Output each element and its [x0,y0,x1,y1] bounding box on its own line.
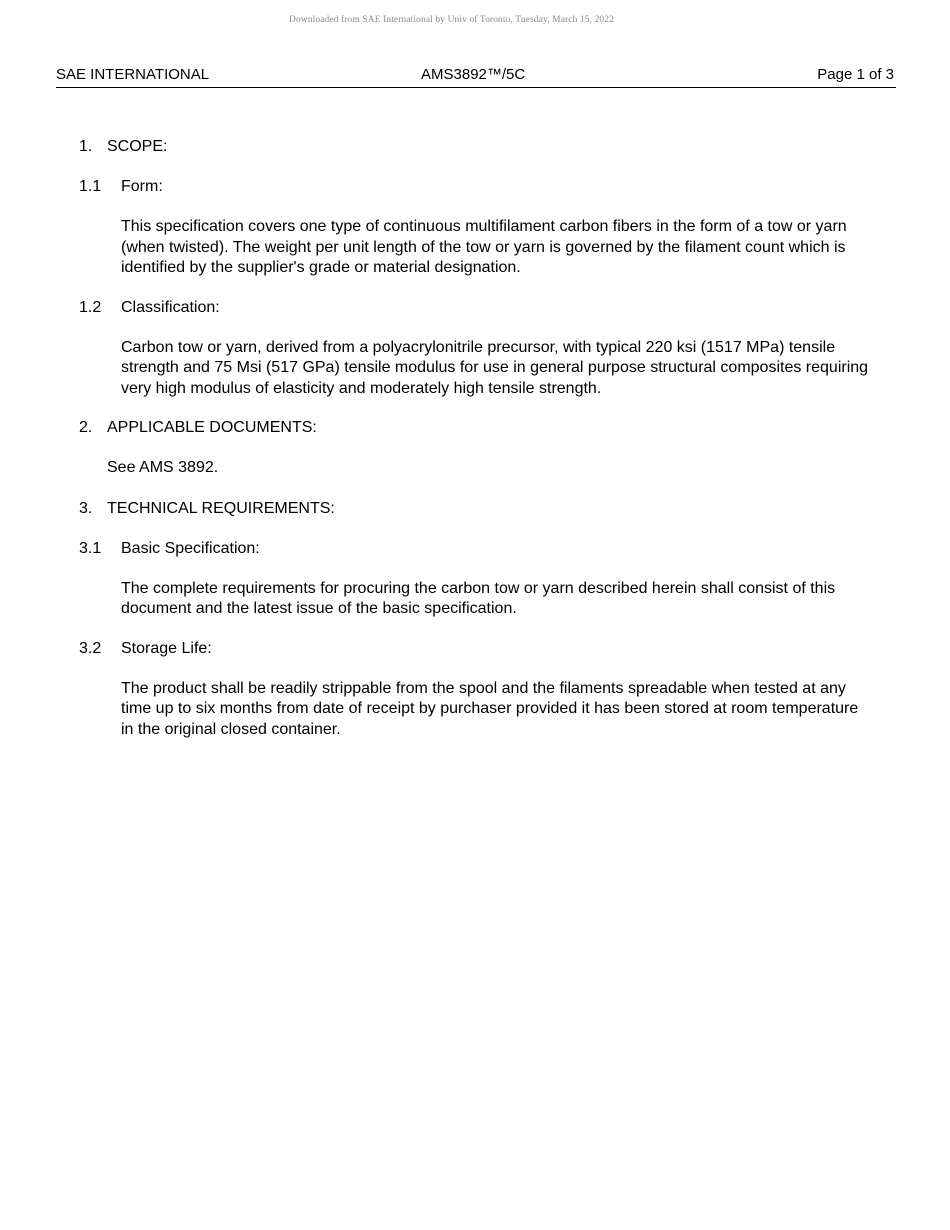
subsection-heading-basic-specification [79,539,874,559]
document-body [79,137,874,759]
paragraph-form: This specification covers one type of continuous multifilament carbon fibers in the form of a tow or yarn (when twisted). The weight per unit length of the tow or yarn is governed by the filament count which is identified by the supplier's grade or material designation. [121,218,847,276]
subsection-number: 1.1 [79,178,102,195]
subsection-heading-storage-life [79,639,874,659]
section-heading-technical-requirements [79,499,874,519]
header-document-number: AMS3892™/5C [421,66,526,83]
subsection-heading-classification [79,298,874,318]
section-heading-scope [79,137,874,157]
header-page-number: Page 1 of 3 [817,66,894,83]
section-title: SCOPE: [107,138,168,155]
subsection-number: 3.1 [79,539,102,557]
section-number: 3. [79,499,93,517]
subsection-title: Storage Life: [121,639,212,657]
download-watermark: Downloaded from SAE International by Univ of Toronto, Tuesday, March 15, 2022 [289,15,614,25]
section-number: 2. [79,419,93,436]
header-organization: SAE INTERNATIONAL [56,66,210,83]
section-heading-applicable-documents [79,418,874,438]
page-header [56,66,896,88]
subsection-title: Basic Specification: [121,539,260,557]
paragraph-classification: Carbon tow or yarn, derived from a polyacrylonitrile precursor, with typical 220 ksi (1517 MPa) tensile strength and 75 Msi (517 GPa) tensile modulus for use in general purpose structural composites requiring very high modulus of elasticity and moderately high tensile strength. [121,338,869,397]
subsection-number: 3.2 [79,639,102,657]
section-title: APPLICABLE DOCUMENTS: [107,419,317,436]
subsection-title: Form: [121,178,163,195]
section-title: TECHNICAL REQUIREMENTS: [107,499,335,517]
paragraph-storage-life: The product shall be readily strippable from the spool and the filaments spreadable when tested at any time up to six months from date of receipt by purchaser provided it has been stored at room temperature in the original closed container. [121,679,859,738]
subsection-heading-form [79,177,874,197]
subsection-title: Classification: [121,298,220,316]
paragraph-basic-specification: The complete requirements for procuring the carbon tow or yarn described herein shall consist of this document and the latest issue of the basic specification. [121,579,836,617]
section-number: 1. [79,138,93,155]
subsection-number: 1.2 [79,298,102,316]
paragraph-applicable-documents: See AMS 3892. [107,459,219,476]
